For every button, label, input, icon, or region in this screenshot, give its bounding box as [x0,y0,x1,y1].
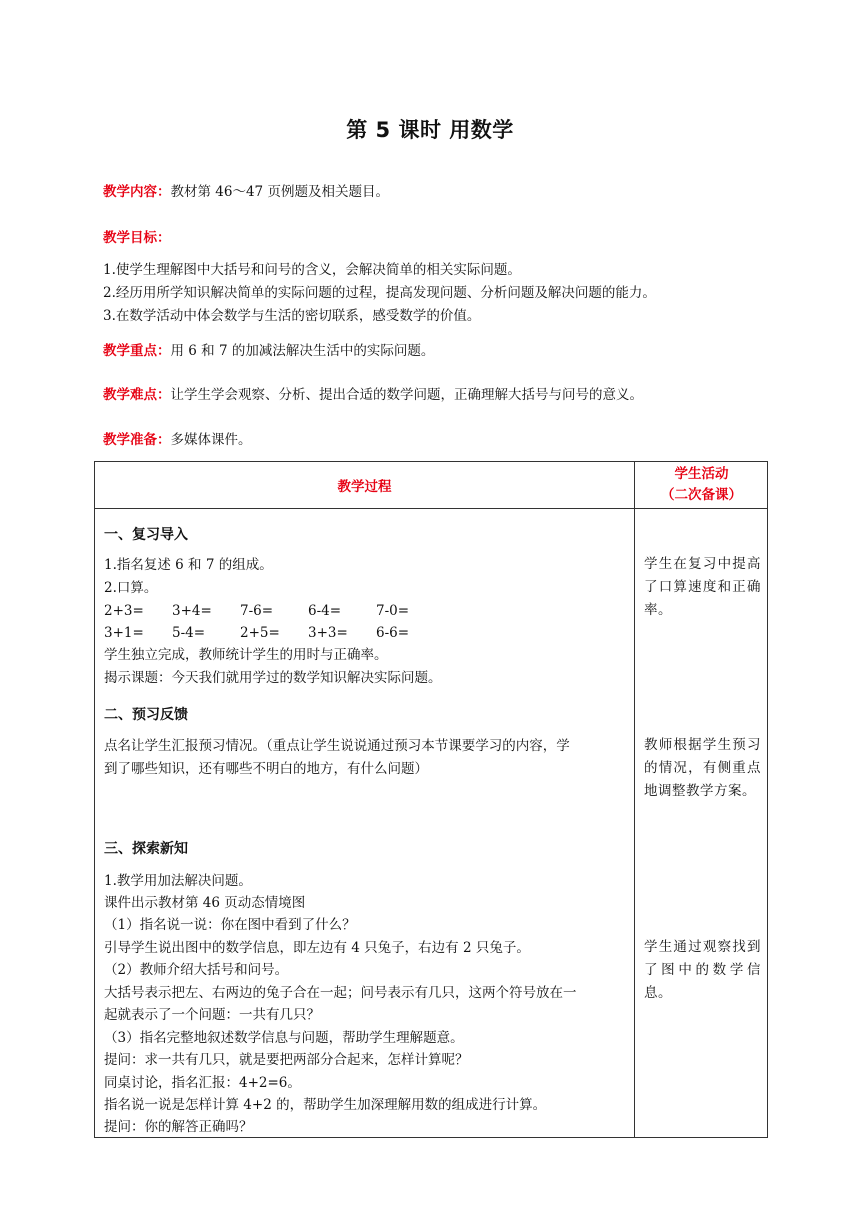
oral-calc-item: 2+3= [104,603,144,619]
section-preview-title: 二、预习反馈 [104,707,188,723]
header-divider [95,508,767,509]
column-divider [634,462,635,1137]
section-review-line: 揭示课题：今天我们就用学过的数学知识解决实际问题。 [104,670,442,686]
oral-calc-item: 6-6= [376,625,410,641]
header-student-activity [635,464,768,506]
teaching-content-text: 教材第 46～47 页例题及相关题目。 [170,184,389,200]
section-explore-line: （3）指名完整地叙述数学信息与问题，帮助学生理解题意。 [104,1030,464,1046]
teaching-goals-label: 教学目标： [103,230,171,246]
header-student-activity-line1: 学生活动 [674,466,729,482]
goal-item: 2.经历用所学知识解决简单的实际问题的过程，提高发现问题、分析问题及解决问题的能力。 [103,285,656,301]
oral-calc-item: 7-0= [376,603,410,619]
section-explore-line: 指名说一说是怎样计算 4+2 的，帮助学生加深理解用数的组成进行计算。 [104,1097,547,1113]
section-review-title: 一、复习导入 [104,527,188,543]
student-activity-note: 教师根据学生预习的情况，有侧重点地调整教学方案。 [644,737,761,799]
section-explore-line: 同桌讨论，指名汇报：4+2=6。 [104,1075,301,1091]
oral-calc-row [104,601,444,621]
preparation [103,430,783,450]
oral-calc-item: 7-6= [240,603,274,619]
student-activity-note: 学生在复习中提高了口算速度和正确率。 [644,556,761,618]
oral-calc-item: 2+5= [240,625,280,641]
lesson-title: 第 5 课时 用数学 [346,118,514,142]
section-review-line: 学生独立完成，教师统计学生的用时与正确率。 [104,647,388,663]
difficulty-label: 教学难点： [103,387,171,403]
oral-calc-item: 3+3= [308,625,348,641]
preparation-text: 多媒体课件。 [170,432,252,448]
header-teaching-process: 教学过程 [337,479,392,495]
oral-calc-item: 3+4= [172,603,212,619]
goal-item: 1.使学生理解图中大括号和问号的含义，会解决简单的相关实际问题。 [103,262,521,278]
difficulty [103,385,783,405]
key-point [103,341,783,361]
teaching-content [103,182,783,202]
oral-calc-item: 6-4= [308,603,342,619]
goal-item: 3.在数学活动中体会数学与生活的密切联系，感受数学的价值。 [103,308,481,324]
section-explore-line: 课件出示教材第 46 页动态情境图 [104,895,306,911]
section-explore-line: 提问：求一共有几只，就是要把两部分合起来，怎样计算呢？ [104,1052,469,1068]
lesson-process-table [94,461,768,1138]
section-explore-line: 引导学生说出图中的数学信息，即左边有 4 只兔子，右边有 2 只兔子。 [104,940,530,956]
preparation-label: 教学准备： [103,432,171,448]
key-point-text: 用 6 和 7 的加减法解决生活中的实际问题。 [170,343,435,359]
section-review-line: 1.指名复述 6 和 7 的组成。 [104,557,273,573]
student-activity-note: 学生通过观察找到了图中的数学信息。 [644,939,761,1001]
section-preview-line: 到了哪些知识，还有哪些不明白的地方，有什么问题） [104,761,428,777]
teaching-content-label: 教学内容： [103,184,171,200]
section-explore-line: （1）指名说一说：你在图中看到了什么？ [104,917,356,933]
teaching-goals-heading [103,228,783,248]
section-explore-line: 大括号表示把左、右两边的兔子合在一起；问号表示有几只，这两个符号放在一 [104,985,577,1001]
section-explore-title: 三、探索新知 [104,841,188,857]
key-point-label: 教学重点： [103,343,171,359]
oral-calc-item: 5-4= [172,625,206,641]
section-review-line: 2.口算。 [104,580,158,596]
section-explore-line: 起就表示了一个问题：一共有几只？ [104,1007,320,1023]
oral-calc-item: 3+1= [104,625,144,641]
oral-calc-row [104,623,444,643]
header-student-activity-line2: （二次备课） [661,487,742,503]
section-explore-line: （2）教师介绍大括号和问号。 [104,962,289,978]
section-preview-line: 点名让学生汇报预习情况。（重点让学生说说通过预习本节课要学习的内容，学 [104,738,570,754]
difficulty-text: 让学生学会观察、分析、提出合适的数学问题，正确理解大括号与问号的意义。 [170,387,643,403]
section-explore-line: 1.教学用加法解决问题。 [104,873,252,889]
section-explore-line: 提问：你的解答正确吗？ [104,1119,253,1135]
